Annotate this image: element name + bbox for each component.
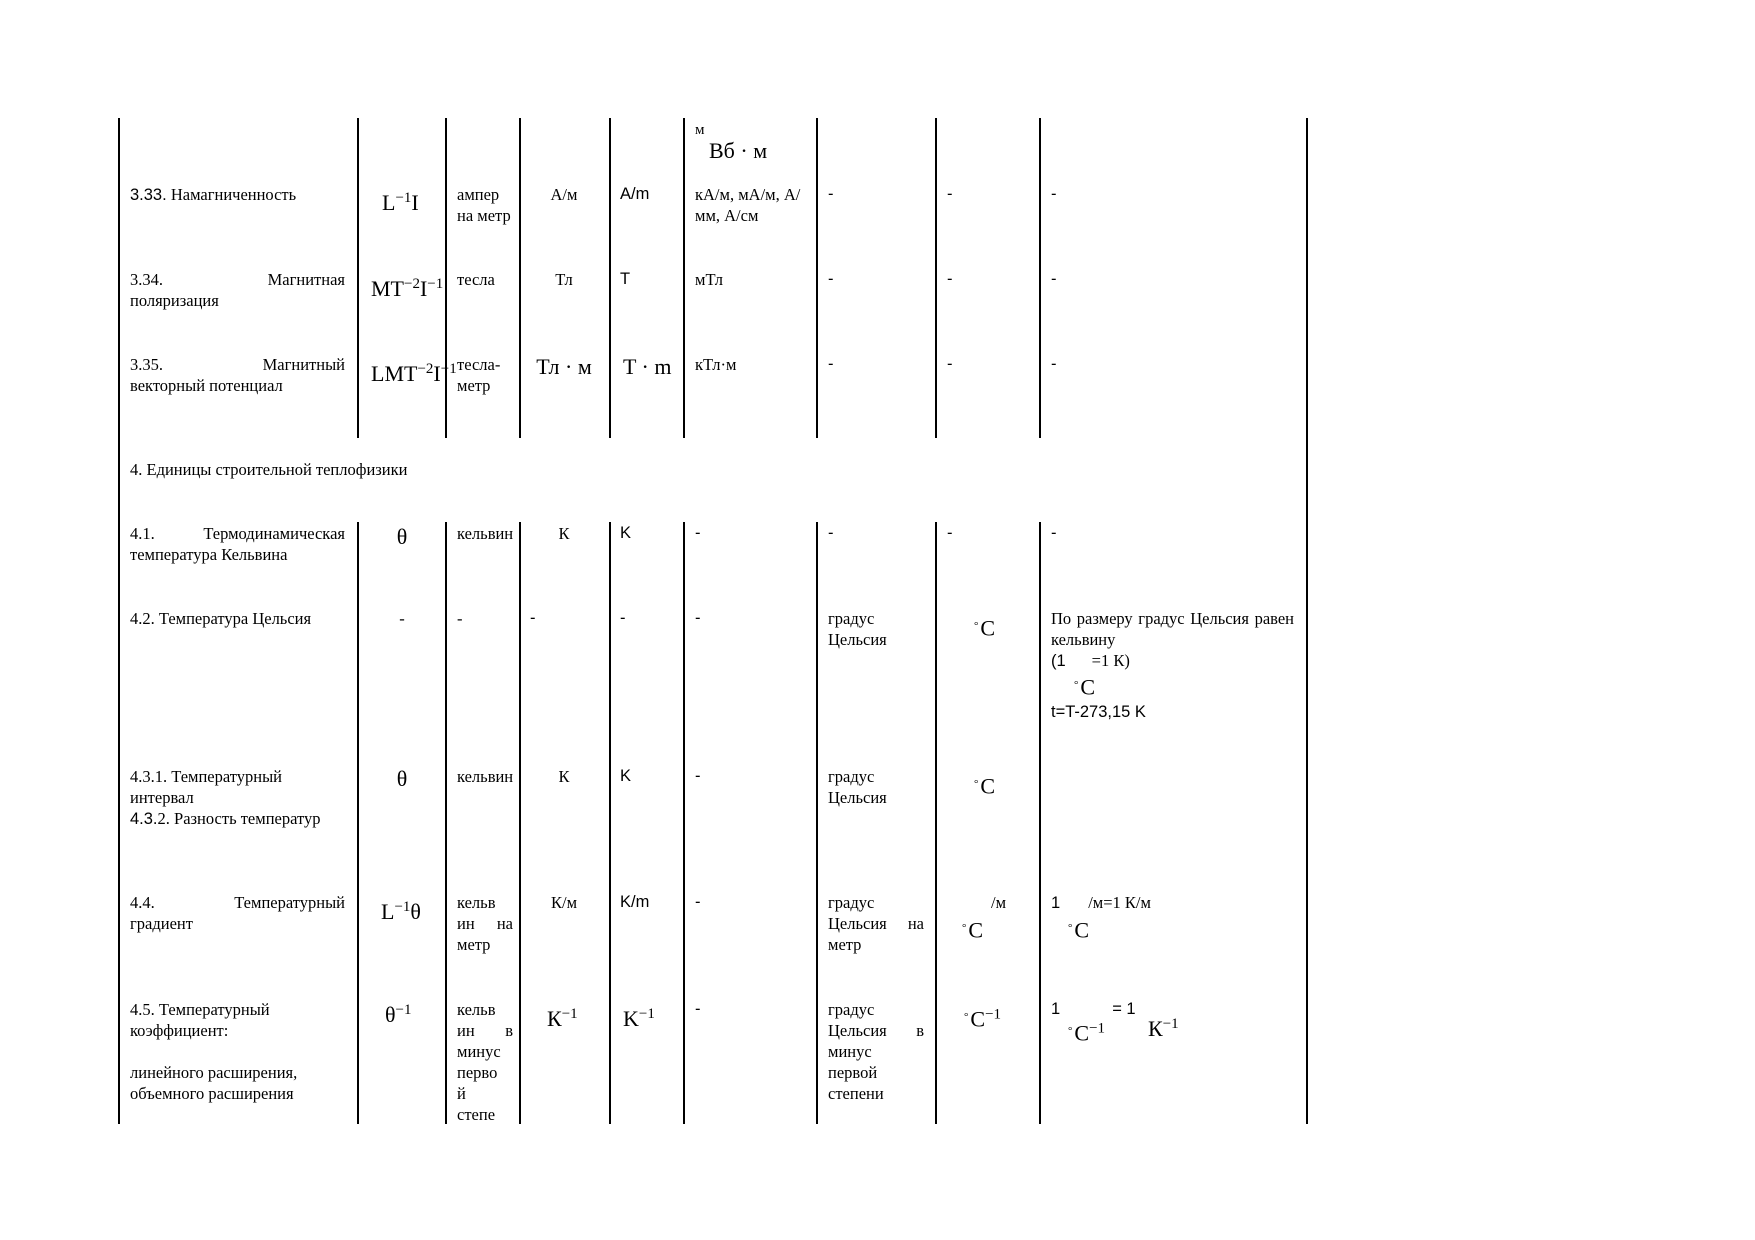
row-44-name: 4.4. Температурный градиент <box>130 893 345 933</box>
table-border-left <box>118 118 120 1124</box>
column-rule <box>445 522 447 1124</box>
column-rule <box>445 118 447 438</box>
row-44-multiples: - <box>695 893 701 911</box>
row-44-dimension: $L^{-1}\theta$ <box>381 898 421 924</box>
row-41-name: 4.1. Термодинамическая температура Кельвина <box>130 524 345 564</box>
row-335-c9: - <box>1051 355 1057 373</box>
row-44-unit-name: кельв ин на метр <box>457 893 513 954</box>
row-43-dimension: θ <box>396 766 408 791</box>
row-41-ru-symbol: К <box>558 524 570 543</box>
row-43-intl-symbol: K <box>620 767 632 785</box>
row-335-dimension: $LMT^{-2}I^{-1}$ <box>371 360 457 386</box>
column-rule <box>816 118 818 438</box>
column-rule <box>935 522 937 1124</box>
row-42-ru-symbol: - <box>530 609 536 627</box>
row-334-c7: - <box>828 270 834 288</box>
column-rule <box>683 118 685 438</box>
row-335-c7: - <box>828 355 834 373</box>
row-334-c8: - <box>947 270 953 288</box>
row-335-ru-symbol: Тл · м <box>536 354 592 379</box>
row-43-name: 4.3.1. Температурный интервал 4.3.2. Разность температур <box>130 767 321 828</box>
column-rule <box>816 522 818 1124</box>
row-42-intl-symbol: - <box>620 609 626 627</box>
row-44-note: 1 /м=1 К/м <box>1051 893 1151 912</box>
row-42-name: 4.2. Температура Цельсия <box>130 609 312 628</box>
column-rule <box>609 118 611 438</box>
row-334-c9: - <box>1051 270 1057 288</box>
row-45-c7: градус Цельсия в минус первой степени <box>828 1000 924 1103</box>
row-43-multiples: - <box>695 767 701 785</box>
row-41-intl-symbol: K <box>620 524 632 542</box>
table-border-right <box>1306 118 1308 1124</box>
row-334-unit-name: тесла <box>457 270 495 289</box>
column-rule <box>935 118 937 438</box>
row-43-ru-symbol: К <box>558 767 570 786</box>
row-42-unit-name: - <box>457 609 463 628</box>
row-44-c8-unit: /м <box>991 893 1007 912</box>
row-41-multiples: - <box>695 524 701 542</box>
row-45-multiples: - <box>695 1000 701 1018</box>
row-44-c8-symbol: °C <box>962 917 984 943</box>
row-44-note-symbol: °C <box>1068 917 1090 943</box>
row-42-multiples: - <box>695 609 701 627</box>
row-333-c8: - <box>947 185 953 203</box>
row-333-unit-name: ампер на метр <box>457 185 511 225</box>
row-334-ru-symbol: Тл <box>555 270 573 289</box>
column-rule <box>683 522 685 1124</box>
row-44-ru-symbol: К/м <box>550 893 578 912</box>
row-45-note: 1 = 1 <box>1051 1000 1136 1018</box>
row-41-c7: - <box>828 524 834 542</box>
row-333-multiples: кА/м, мА/м, А/мм, А/см <box>695 185 801 225</box>
top-weber-meter: Вб · м <box>709 138 768 163</box>
row-333-ru-symbol: А/м <box>550 185 578 204</box>
row-42-c7: градус Цельсия <box>828 609 887 649</box>
row-45-c8: $^\circ C^{-1}$ <box>964 1006 1002 1032</box>
row-334-intl-symbol: T <box>620 270 631 288</box>
row-45-dimension: $\theta^{-1}$ <box>385 1001 412 1027</box>
row-45-ru-symbol: $К^{-1}$ <box>547 1005 578 1031</box>
column-rule <box>357 118 359 438</box>
row-42-note-formula: t=T-273,15 K <box>1051 703 1146 721</box>
row-43-unit-name: кельвин <box>457 767 514 786</box>
row-334-name: 3.34. Магнитная поляризация <box>130 270 345 310</box>
column-rule <box>1039 118 1041 438</box>
column-rule <box>1039 522 1041 1124</box>
row-41-dimension: θ <box>396 524 408 549</box>
row-333-intl-symbol: A/m <box>620 185 650 203</box>
row-42-c8: °C <box>974 615 996 641</box>
row-43-c8: °C <box>974 773 996 799</box>
row-41-c8: - <box>947 524 953 542</box>
row-42-note-paren: (1 =1 К) <box>1051 651 1130 670</box>
row-335-multiples: кТл·м <box>695 355 737 374</box>
section-4-heading: 4. Единицы строительной теплофизики <box>130 460 408 479</box>
row-335-name: 3.35. Магнитный векторный потенциал <box>130 355 345 395</box>
row-44-c7: градус Цельсия на метр <box>828 893 924 954</box>
row-334-dimension: $MT^{-2}I^{-1}$ <box>371 275 444 301</box>
row-45-note-kelvin: $К^{-1}$ <box>1148 1015 1179 1041</box>
top-fraction-denominator: м <box>695 122 705 138</box>
row-333-c7: - <box>828 185 834 203</box>
row-335-intl-symbol: T · m <box>623 354 672 379</box>
row-45-unit-name: кельв ин в минус перво й степе <box>457 1000 513 1124</box>
row-333-dimension: $L^{-1}I$ <box>382 189 419 215</box>
row-44-intl-symbol: K/m <box>620 893 650 911</box>
column-rule <box>519 522 521 1124</box>
row-41-unit-name: кельвин <box>457 524 514 543</box>
row-334-multiples: мТл <box>695 270 723 289</box>
row-41-c9: - <box>1051 524 1057 542</box>
row-45-note-symbol: $^\circ C^{-1}$ <box>1068 1020 1106 1046</box>
row-42-note-symbol: °C <box>1074 674 1096 700</box>
row-45-name: 4.5. Температурный коэффициент: линейного расширения, объемного расширения <box>130 1000 298 1103</box>
row-333-c9: - <box>1051 185 1057 203</box>
row-45-intl-symbol: $K^{-1}$ <box>623 1005 655 1031</box>
row-335-c8: - <box>947 355 953 373</box>
row-42-note: По размеру градус Цельсия равен кельвину <box>1051 609 1294 649</box>
column-rule <box>609 522 611 1124</box>
row-43-c7: градус Цельсия <box>828 767 887 807</box>
row-333-name: 3.33. Намагниченность <box>130 185 297 204</box>
row-335-unit-name: тесла-метр <box>457 355 501 395</box>
row-42-dimension: - <box>399 609 405 628</box>
